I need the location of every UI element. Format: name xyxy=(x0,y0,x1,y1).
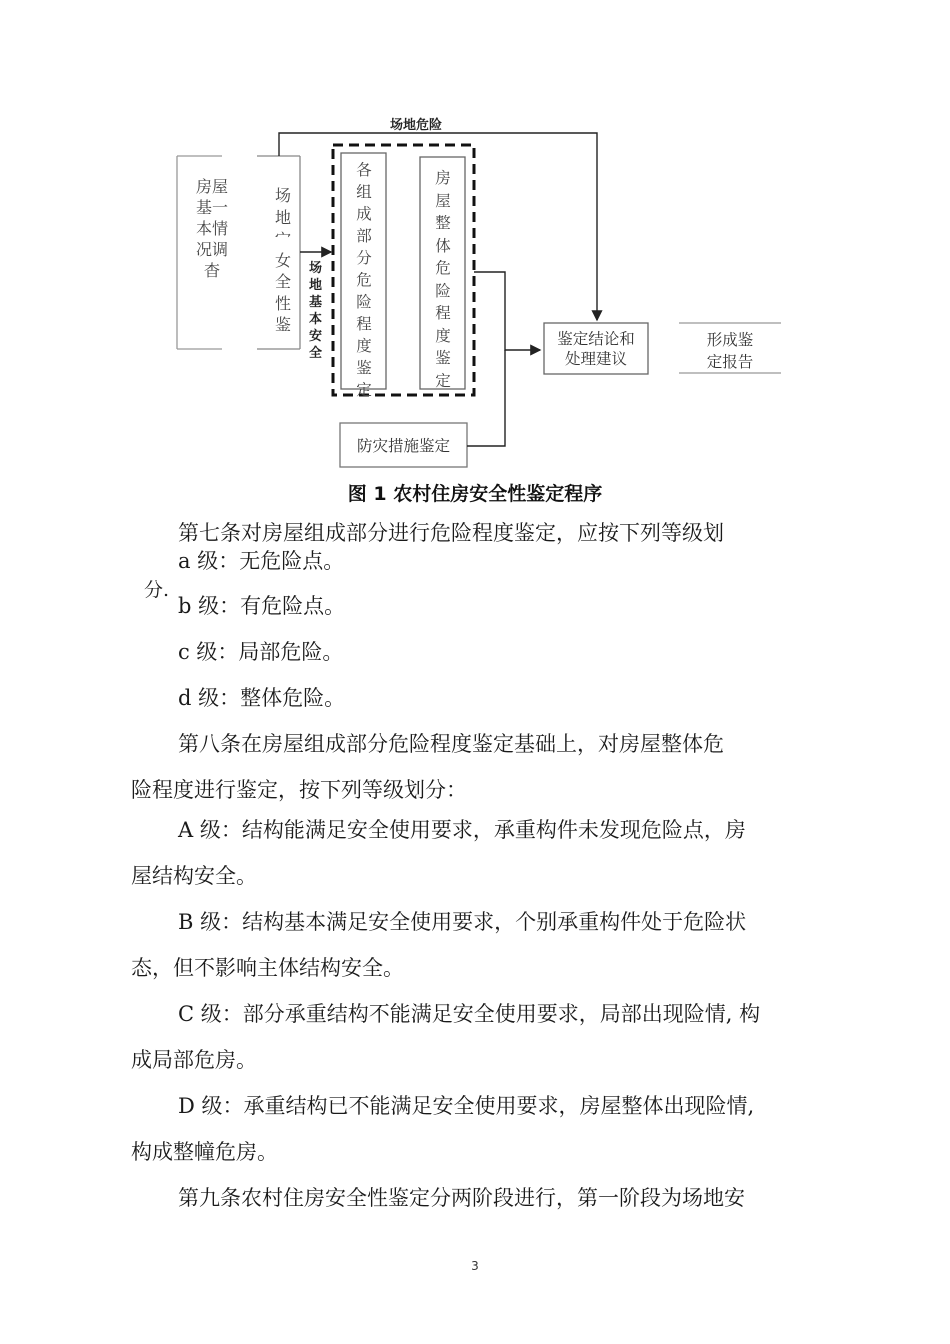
grade-D-line1: D 级：承重结构已不能满足安全使用要求，房屋整体出现险情, xyxy=(178,1094,755,1118)
report-line-1: 形成鉴 xyxy=(706,331,754,349)
figure-caption: 图 1 农村住房安全性鉴定程序 xyxy=(347,483,603,505)
grade-A-line1: A 级：结构能满足安全使用要求，承重构件未发现危险点，房 xyxy=(178,818,746,842)
art9-line1: 第九条农村住房安全性鉴定分两阶段进行，第一阶段为场地安 xyxy=(178,1186,745,1210)
overall-to-conclusion-path xyxy=(474,272,540,350)
art7-line1: 第七条对房屋组成部分进行危险程度鉴定，应按下列等级划 xyxy=(178,521,724,545)
art7-grade-a: a 级：无危险点。 xyxy=(178,549,345,573)
art7-grade-c: c 级：局部危险。 xyxy=(178,640,344,664)
grade-D-line2: 构成整幢危房。 xyxy=(131,1140,278,1164)
conclusion-line-2: 处理建议 xyxy=(564,350,627,368)
site-danger-label: 场地危险 xyxy=(390,118,443,133)
disaster-box-text: 防灾措施鉴定 xyxy=(356,437,450,455)
page-number: 3 xyxy=(471,1259,479,1273)
site-box-text: 场地宀女全性鉴 xyxy=(274,186,291,334)
overall-box-text: 房屋整体危险程度鉴定 xyxy=(435,169,451,390)
report-box-text xyxy=(690,329,770,371)
report-line-2: 定报告 xyxy=(706,353,754,371)
art7-fen: 分. xyxy=(144,579,170,601)
grade-C-line2: 成局部危房。 xyxy=(131,1048,257,1072)
art7-grade-b: b 级：有危险点。 xyxy=(178,594,346,618)
flowchart-lines xyxy=(0,0,950,480)
grade-B-line1: B 级：结构基本满足安全使用要求，个别承重构件处于危险状 xyxy=(178,910,747,934)
site-safe-label: 场地基本安全 xyxy=(309,261,323,361)
art8-line1: 第八条在房屋组成部分危险程度鉴定基础上，对房屋整体危 xyxy=(178,732,724,756)
grade-A-line2: 屋结构安全。 xyxy=(131,864,257,888)
components-box-text: 各组成部分危险程度鉴定 xyxy=(356,161,372,399)
grade-B-line2: 态，但不影响主体结构安全。 xyxy=(131,956,404,980)
survey-box-text: 房屋基一本情况调杳 xyxy=(195,177,228,280)
conclusion-box-text xyxy=(544,329,648,369)
art8-line2: 险程度进行鉴定，按下列等级划分： xyxy=(131,778,467,802)
flowchart xyxy=(0,0,950,480)
art7-grade-d: d 级：整体危险。 xyxy=(178,686,346,710)
conclusion-line-1: 鉴定结论和 xyxy=(557,330,635,348)
grade-C-line1: C 级：部分承重结构不能满足安全使用要求，局部出现险情, 构 xyxy=(178,1002,761,1026)
